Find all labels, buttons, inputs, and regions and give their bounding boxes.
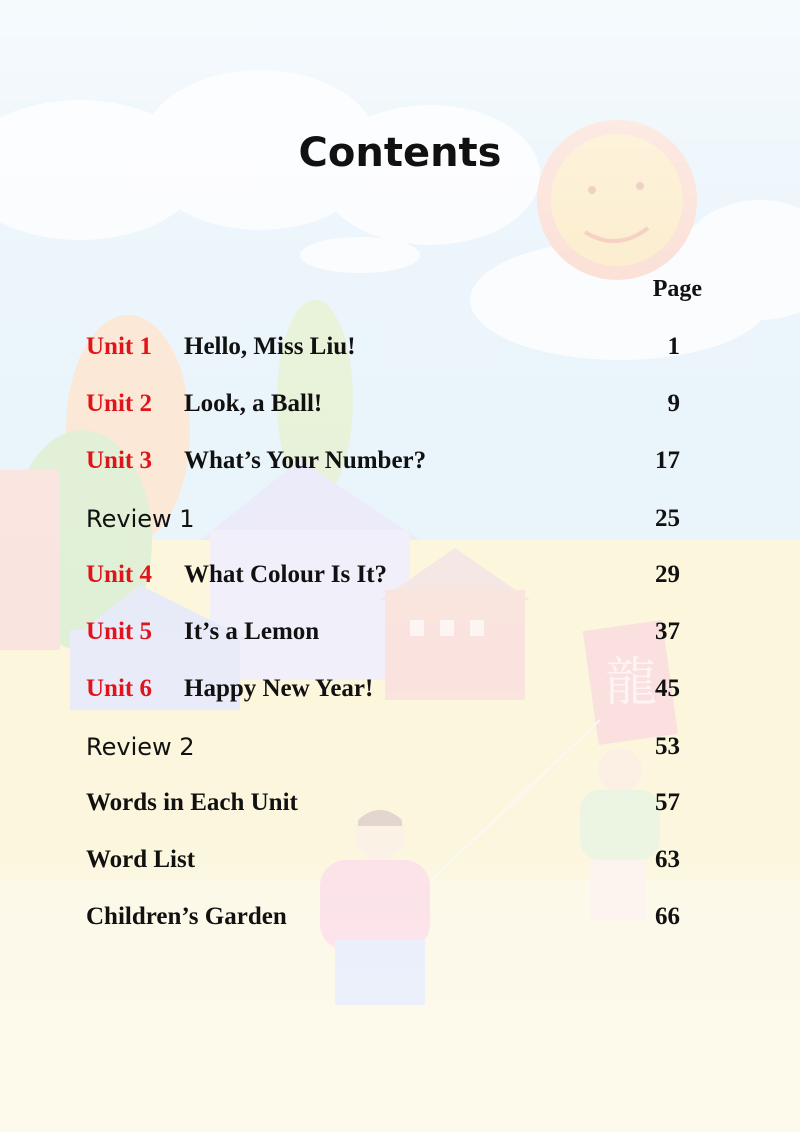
entry-title: Hello, Miss Liu! [184, 333, 356, 360]
toc-entry-unit-6[interactable] [86, 675, 680, 709]
unit-label: Unit 4 [86, 561, 152, 588]
page-number: 1 [667, 333, 680, 360]
entry-title: Words in Each Unit [86, 789, 298, 816]
page-number: 45 [655, 675, 680, 702]
page-number: 29 [655, 561, 680, 588]
page-column-header: Page [652, 276, 702, 302]
toc-entry-words-in-each-unit[interactable] [86, 789, 680, 823]
toc-entry-review-2[interactable] [86, 733, 680, 767]
entry-title: Happy New Year! [184, 675, 374, 702]
page-number: 25 [655, 505, 680, 532]
toc-entry-unit-2[interactable] [86, 390, 680, 424]
entry-title: Review 2 [86, 733, 195, 761]
entry-title: Word List [86, 846, 196, 873]
entry-title: Children’s Garden [86, 903, 287, 930]
unit-label: Unit 2 [86, 390, 152, 417]
toc-entry-review-1[interactable] [86, 505, 680, 539]
unit-label: Unit 6 [86, 675, 152, 702]
toc-entry-childrens-garden[interactable] [86, 903, 680, 937]
toc-entry-unit-3[interactable] [86, 447, 680, 481]
toc-entry-unit-4[interactable] [86, 561, 680, 595]
toc-entry-unit-5[interactable] [86, 618, 680, 652]
page-number: 57 [655, 789, 680, 816]
page-title: Contents [298, 130, 502, 176]
page-number: 37 [655, 618, 680, 645]
page-number: 66 [655, 903, 680, 930]
unit-label: Unit 3 [86, 447, 152, 474]
entry-title: What’s Your Number? [184, 447, 427, 474]
page-number: 63 [655, 846, 680, 873]
toc-entry-unit-1[interactable] [86, 333, 680, 367]
page-number: 53 [655, 733, 680, 760]
entry-title: It’s a Lemon [184, 618, 320, 645]
toc-entry-word-list[interactable] [86, 846, 680, 880]
page-number: 17 [655, 447, 680, 474]
entry-title: What Colour Is It? [184, 561, 388, 588]
unit-label: Unit 1 [86, 333, 152, 360]
page-number: 9 [667, 390, 680, 417]
entry-title: Look, a Ball! [184, 390, 323, 417]
unit-label: Unit 5 [86, 618, 152, 645]
entry-title: Review 1 [86, 505, 195, 533]
